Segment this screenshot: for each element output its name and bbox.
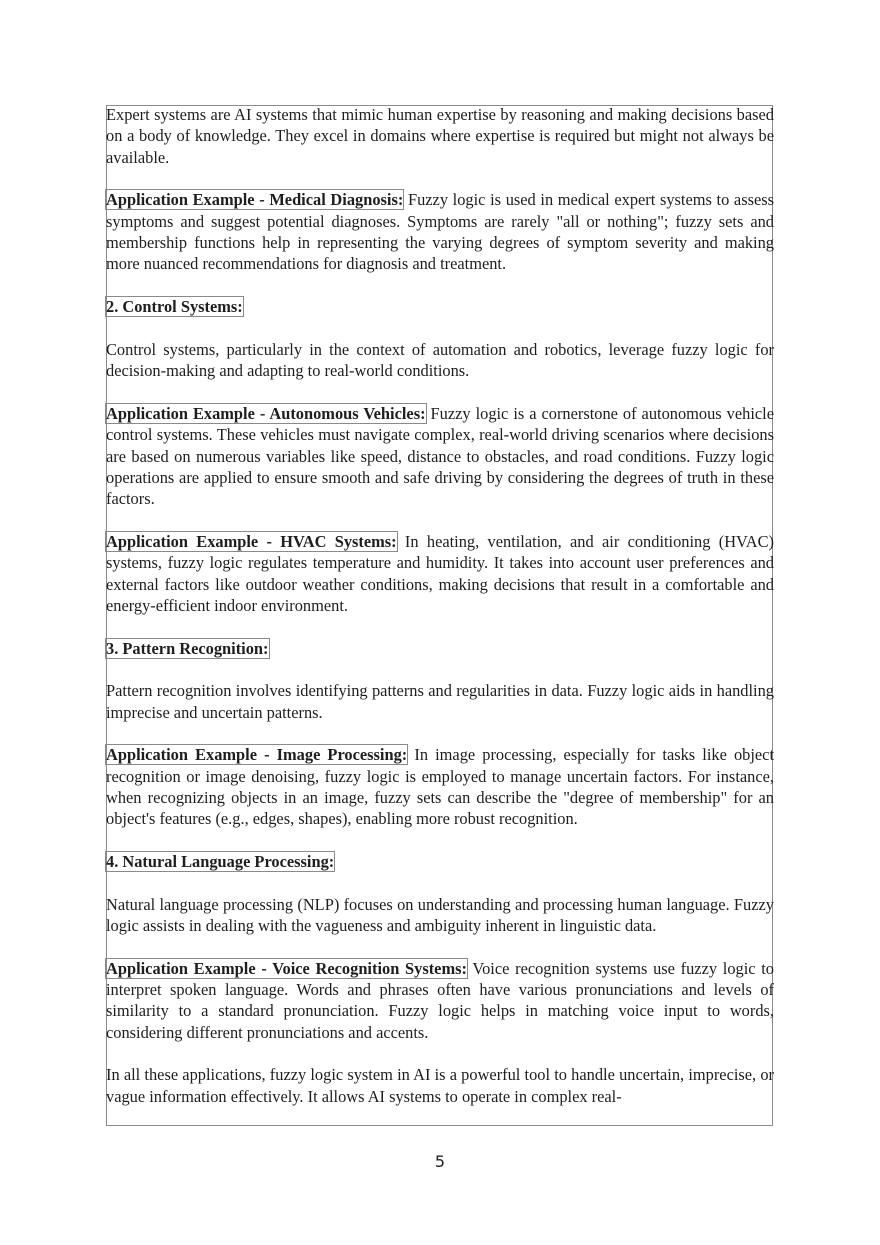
medical-diagnosis-label: Application Example - Medical Diagnosis: — [106, 190, 404, 210]
control-systems-heading-paragraph — [106, 296, 774, 317]
intro-paragraph: Expert systems are AI systems that mimic human expertise by reasoning and making decisions based on a body of knowledge. They excel in domains where expertise is required but might not always be available. — [106, 105, 774, 167]
hvac-paragraph — [106, 531, 774, 616]
voice-recognition-label: Application Example - Voice Recognition Systems: — [106, 958, 467, 978]
nlp-paragraph: Natural language processing (NLP) focuses on understanding and processing human language. Fuzzy logic assists in dealing with the vagueness and ambiguity inherent in linguistic data. — [106, 894, 774, 936]
voice-recognition-text: Voice recognition systems use fuzzy logic to interpret spoken language. Words and phrases often have various pronunciations and levels of similarity to a standard pronunciation. Fuzzy logic helps in matching voice input to words, considering different pronunciations and accents. — [106, 958, 775, 1042]
image-processing-text: In image processing, especially for tasks like object recognition or image denoising, fuzzy logic is employed to manage uncertain factors. For instance, when recognizing objects in an image, fuzzy sets can describe the "degree of membership" for an object's features (e.g., edges, shapes), enabling more robust recognition. — [106, 745, 774, 829]
medical-diagnosis-paragraph — [106, 189, 774, 274]
hvac-text: In heating, ventilation, and air conditioning (HVAC) systems, fuzzy logic regulates temperature and humidity. It takes into account user preferences and external factors like outdoor weather conditions, making decisions that result in a comfortable and energy-efficient indoor environment. — [106, 531, 774, 615]
page-body — [106, 104, 774, 1129]
control-systems-heading: 2. Control Systems: — [106, 297, 243, 317]
pattern-recognition-heading-paragraph — [106, 638, 774, 659]
pattern-recognition-paragraph: Pattern recognition involves identifying patterns and regularities in data. Fuzzy logic aids in handling imprecise and uncertain patterns. — [106, 681, 774, 722]
nlp-heading-paragraph — [106, 851, 774, 872]
autonomous-vehicles-label: Application Example - Autonomous Vehicles: — [106, 403, 426, 423]
hvac-label: Application Example - HVAC Systems: — [106, 531, 397, 551]
medical-diagnosis-text: Fuzzy logic is used in medical expert systems to assess symptoms and suggest potential diagnoses. Symptoms are rarely "all or nothing"; fuzzy sets and membership functions help in representing the varying degrees of symptom severity and making more nuanced recommendations for diagnosis and treatment. — [106, 190, 774, 274]
nlp-heading: 4. Natural Language Processing: — [106, 852, 335, 872]
autonomous-vehicles-text: Fuzzy logic is a cornerstone of autonomous vehicle control systems. These vehicles must navigate complex, real-world driving scenarios where decisions are based on numerous variables like speed, distance to obstacles, and road conditions. Fuzzy logic operations are applied to ensure smooth and safe driving by considering the degrees of truth in these factors. — [106, 403, 774, 509]
image-processing-paragraph — [106, 744, 774, 829]
image-processing-label: Application Example - Image Processing: — [106, 745, 408, 765]
page-number: 5 — [434, 1152, 446, 1171]
control-systems-paragraph: Control systems, particularly in the context of automation and robotics, leverage fuzzy logic for decision-making and adapting to real-world conditions. — [106, 339, 774, 381]
closing-paragraph: In all these applications, fuzzy logic system in AI is a powerful tool to handle uncertain, imprecise, or vague information effectively. It allows AI systems to operate in complex real- — [106, 1065, 774, 1106]
autonomous-vehicles-paragraph — [106, 403, 774, 510]
voice-recognition-paragraph — [106, 958, 774, 1043]
pattern-recognition-heading: 3. Pattern Recognition: — [106, 638, 269, 658]
